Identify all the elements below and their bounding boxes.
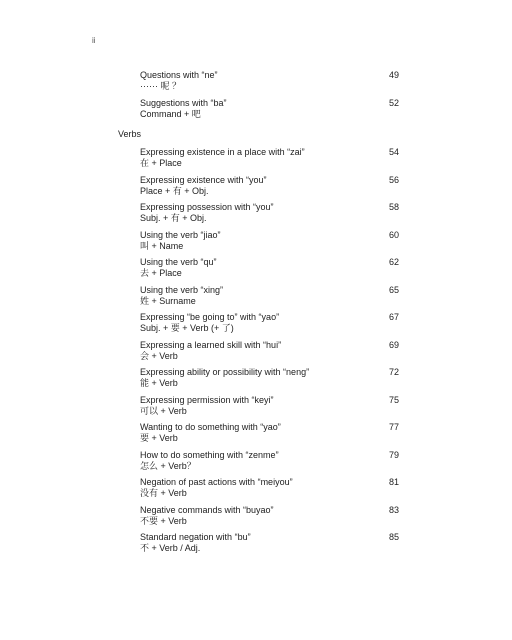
entry-page-number: 52 <box>389 97 400 108</box>
entry-title: Standard negation with “bu” <box>140 532 251 542</box>
toc-entry-buyao[interactable] <box>0 503 512 531</box>
toc-entry-questions-ne[interactable] <box>0 68 512 96</box>
entry-pattern: 怎么 + Verb？ <box>140 460 196 471</box>
entry-pattern: Subj. + 要 + Verb (+ 了) <box>140 323 234 333</box>
entry-title: Negation of past actions with “meiyou” <box>140 477 293 487</box>
entry-pattern: 会 + Verb <box>140 350 178 361</box>
entry-page-number: 58 <box>389 202 400 212</box>
toc-entry-jiao[interactable] <box>0 228 512 256</box>
page-number: ii <box>92 36 96 45</box>
entry-pattern: 能 + Verb <box>140 378 178 388</box>
table-of-contents <box>0 68 512 558</box>
entry-title: Expressing ability or possibility with “neng” <box>140 367 310 377</box>
entry-title: Using the verb “qu” <box>140 257 217 267</box>
entry-page-number: 83 <box>389 504 400 515</box>
entry-pattern: 可以 + Verb <box>140 405 187 416</box>
entry-pattern: 去 + Place <box>140 268 182 278</box>
entry-title: Negative commands with “buyao” <box>140 504 274 515</box>
section-heading-verbs[interactable] <box>0 123 512 145</box>
entry-title: Expressing “be going to” with “yao” <box>140 312 280 322</box>
entry-page-number: 72 <box>389 367 400 377</box>
entry-title: Expressing existence in a place with “zai” <box>140 147 305 157</box>
entry-page-number: 60 <box>389 229 400 240</box>
entry-pattern: Place + 有 + Obj. <box>140 185 209 196</box>
toc-entry-you-existence[interactable] <box>0 173 512 201</box>
entry-title: Expressing existence with “you” <box>140 174 267 185</box>
entry-title: How to do something with “zenme” <box>140 449 279 460</box>
toc-entry-you-possession[interactable] <box>0 200 512 228</box>
entry-title: Using the verb “xing” <box>140 284 224 295</box>
entry-pattern: 在 + Place <box>140 158 182 168</box>
toc-entry-meiyou[interactable] <box>0 475 512 503</box>
toc-entry-zenme[interactable] <box>0 448 512 476</box>
entry-page-number: 56 <box>389 174 400 185</box>
toc-entry-neng[interactable] <box>0 365 512 393</box>
entry-pattern: 叫 + Name <box>140 240 184 251</box>
entry-title: Suggestions with “ba” <box>140 97 227 108</box>
entry-page-number: 62 <box>389 257 400 267</box>
toc-entry-yao-wanting[interactable] <box>0 420 512 448</box>
entry-page-number: 65 <box>389 284 400 295</box>
entry-page-number: 81 <box>389 477 400 487</box>
toc-entry-zai[interactable] <box>0 145 512 173</box>
entry-page-number: 79 <box>389 449 400 460</box>
entry-page-number: 54 <box>389 147 400 157</box>
entry-page-number: 77 <box>389 422 400 432</box>
entry-title: Wanting to do something with “yao” <box>140 422 281 432</box>
toc-entry-xing[interactable] <box>0 283 512 311</box>
entry-title: Expressing possession with “you” <box>140 202 274 212</box>
toc-entry-qu[interactable] <box>0 255 512 283</box>
entry-pattern: Subj. + 有 + Obj. <box>140 213 207 223</box>
entry-pattern: 姓 + Surname <box>140 295 196 306</box>
entry-page-number: 85 <box>389 532 400 542</box>
toc-entry-keyi[interactable] <box>0 393 512 421</box>
toc-entry-hui[interactable] <box>0 338 512 366</box>
entry-pattern: Command + 吧 <box>140 108 201 119</box>
entry-title: Expressing permission with “keyi” <box>140 394 274 405</box>
entry-page-number: 69 <box>389 339 400 350</box>
entry-title: Using the verb “jiao” <box>140 229 221 240</box>
toc-entry-bu[interactable] <box>0 530 512 558</box>
entry-pattern: 不 + Verb / Adj. <box>140 543 201 553</box>
entry-pattern: 没有 + Verb <box>140 488 187 498</box>
entry-title: Expressing a learned skill with “hui” <box>140 339 282 350</box>
entry-page-number: 67 <box>389 312 400 322</box>
entry-title: Questions with “ne” <box>140 70 218 80</box>
section-heading-label: Verbs <box>118 129 142 139</box>
toc-entry-suggestions-ba[interactable] <box>0 96 512 124</box>
entry-page-number: 49 <box>389 70 400 80</box>
entry-page-number: 75 <box>389 394 400 405</box>
entry-pattern: 要 + Verb <box>140 433 178 443</box>
entry-pattern: ······ 呢 ？ <box>140 81 181 91</box>
entry-pattern: 不要 + Verb <box>140 515 187 526</box>
toc-entry-yao-going-to[interactable] <box>0 310 512 338</box>
